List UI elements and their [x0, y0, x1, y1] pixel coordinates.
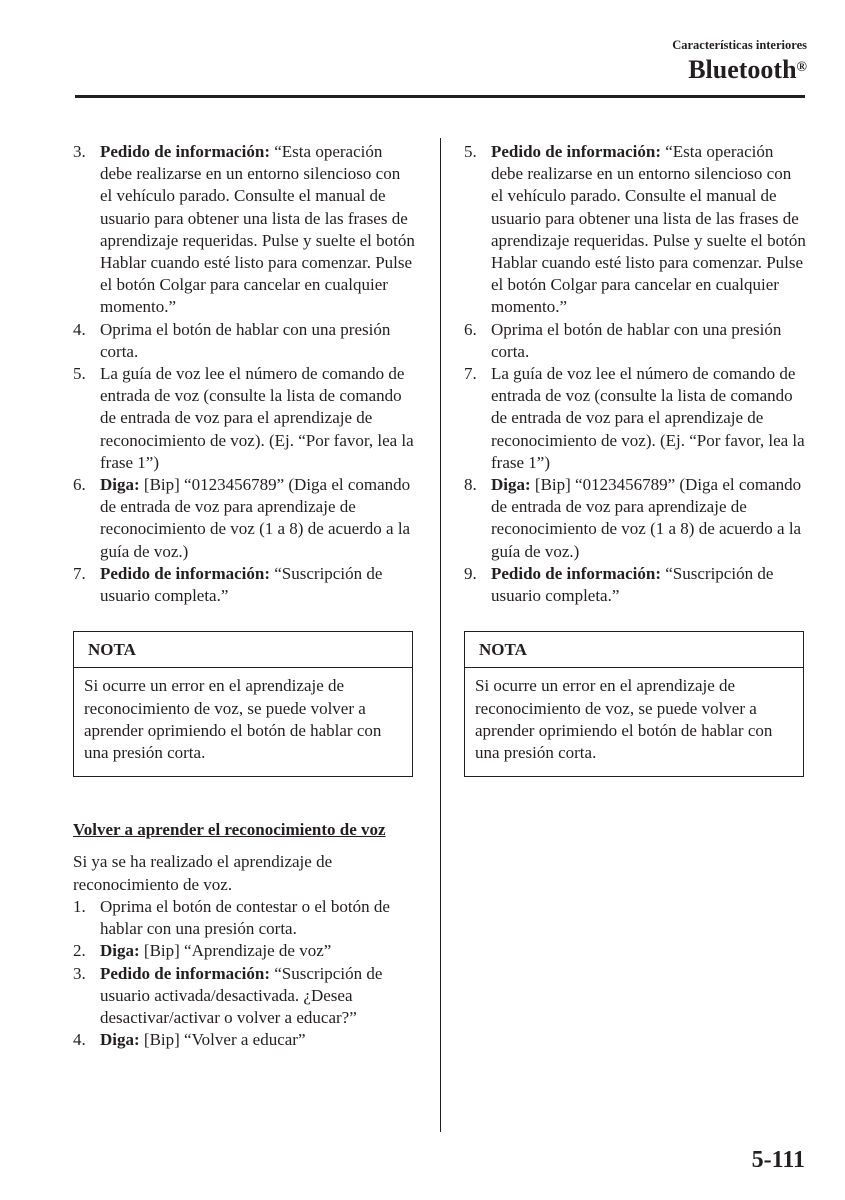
list-item [464, 141, 806, 319]
step-text: Oprima el botón de contestar o el botón de hablar con una presión corta. [100, 896, 390, 939]
step-number: 7. [464, 364, 477, 384]
step-list-left [73, 141, 415, 607]
note-box [73, 631, 413, 777]
list-item [73, 474, 415, 563]
step-label: Pedido de información: [100, 963, 270, 983]
step-number: 1. [73, 896, 86, 916]
step-number: 3. [73, 963, 86, 983]
left-column [73, 141, 415, 1051]
step-text: Oprima el botón de hablar con una presión corta. [491, 319, 782, 361]
section-subheading: Volver a aprender el reconocimiento de voz [73, 820, 386, 840]
list-item [73, 1029, 415, 1051]
step-text: La guía de voz lee el número de comando de entrada de voz (consulte la lista de comando de entrada de voz para el aprendizaje de reconocimiento de voz). (Ej. “Por favor, lea la frase 1”) [491, 364, 805, 472]
list-item [73, 896, 415, 940]
step-text: “Esta operación debe realizarse en un entorno silencioso con el vehículo parado. Consulte el manual de usuario para obtener una lista de las frases de aprendizaje requeridas. Pulse y suelte el botón Hablar cuando esté listo para comenzar. Pulse el botón Colgar para cancelar en cualquier momento.” [100, 142, 415, 317]
step-number: 9. [464, 563, 477, 583]
step-text: [Bip] “0123456789” (Diga el comando de entrada de voz para aprendizaje de reconocimiento de voz (1 a 8) de acuerdo a la guía de voz.) [491, 475, 802, 561]
step-number: 6. [73, 475, 86, 495]
list-item [73, 563, 415, 607]
step-text: La guía de voz lee el número de comando de entrada de voz (consulte la lista de comando de entrada de voz para el aprendizaje de reconocimiento de voz). (Ej. “Por favor, lea la frase 1”) [100, 364, 414, 472]
note-title: NOTA [74, 632, 412, 668]
step-list-right [464, 141, 806, 607]
step-text: “Esta operación debe realizarse en un entorno silencioso con el vehículo parado. Consulte el manual de usuario para obtener una lista de las frases de aprendizaje requeridas. Pulse y suelte el botón Hablar cuando esté listo para comenzar. Pulse el botón Colgar para cancelar en cualquier momento.” [491, 142, 806, 317]
step-text: [Bip] “0123456789” (Diga el comando de entrada de voz para aprendizaje de reconocimiento de voz (1 a 8) de acuerdo a la guía de voz.) [100, 475, 411, 561]
step-label: Diga: [100, 1030, 140, 1050]
step-label: Pedido de información: [100, 142, 270, 161]
step-label: Pedido de información: [491, 563, 661, 583]
column-divider [440, 138, 441, 1132]
list-item [73, 963, 415, 1030]
page-title [688, 53, 807, 87]
note-text: Si ocurre un error en el aprendizaje de reconocimiento de voz, se puede volver a aprender oprimiendo el botón de hablar con una presión corta. [84, 676, 382, 763]
step-number: 7. [73, 563, 86, 583]
step-text: [Bip] “Volver a educar” [139, 1030, 306, 1050]
step-number: 2. [73, 941, 86, 961]
step-number: 6. [464, 319, 477, 339]
registered-mark: ® [796, 60, 807, 75]
step-number: 8. [464, 475, 477, 495]
list-item [73, 141, 415, 319]
list-item [73, 363, 415, 474]
step-label: Pedido de información: [100, 563, 270, 583]
step-number: 4. [73, 319, 86, 339]
page-title-text: Bluetooth [688, 55, 797, 84]
page-number: 5-111 [751, 1147, 805, 1173]
list-item [73, 319, 415, 363]
step-label: Pedido de información: [491, 142, 661, 161]
step-number: 4. [73, 1030, 86, 1050]
step-text: Oprima el botón de hablar con una presión corta. [100, 319, 391, 361]
header-rule [75, 95, 805, 98]
step-number: 5. [73, 364, 86, 384]
note-box [464, 631, 804, 777]
note-title: NOTA [465, 632, 803, 668]
step-text: “Suscripción de usuario completa.” [491, 563, 774, 606]
step-label: Diga: [100, 475, 140, 495]
step-number: 3. [73, 142, 86, 161]
relearn-step-list [73, 896, 415, 1051]
list-item [464, 363, 806, 474]
step-text: “Suscripción de usuario activada/desactivada. ¿Desea desactivar/activar o volver a educar?” [100, 963, 383, 1027]
section-label: Características interiores [672, 38, 807, 52]
list-item [464, 474, 806, 563]
list-item [464, 563, 806, 607]
intro-text: Si ya se ha realizado el aprendizaje de reconocimiento de voz. [73, 852, 333, 894]
note-text: Si ocurre un error en el aprendizaje de reconocimiento de voz, se puede volver a aprender oprimiendo el botón de hablar con una presión corta. [475, 676, 773, 763]
list-item [73, 940, 415, 962]
list-item [464, 319, 806, 363]
step-text: “Suscripción de usuario completa.” [100, 563, 383, 606]
step-text: [Bip] “Aprendizaje de voz” [139, 941, 332, 961]
step-label: Diga: [491, 475, 531, 495]
step-label: Diga: [100, 941, 140, 961]
right-column [464, 141, 806, 777]
step-number: 5. [464, 142, 477, 161]
